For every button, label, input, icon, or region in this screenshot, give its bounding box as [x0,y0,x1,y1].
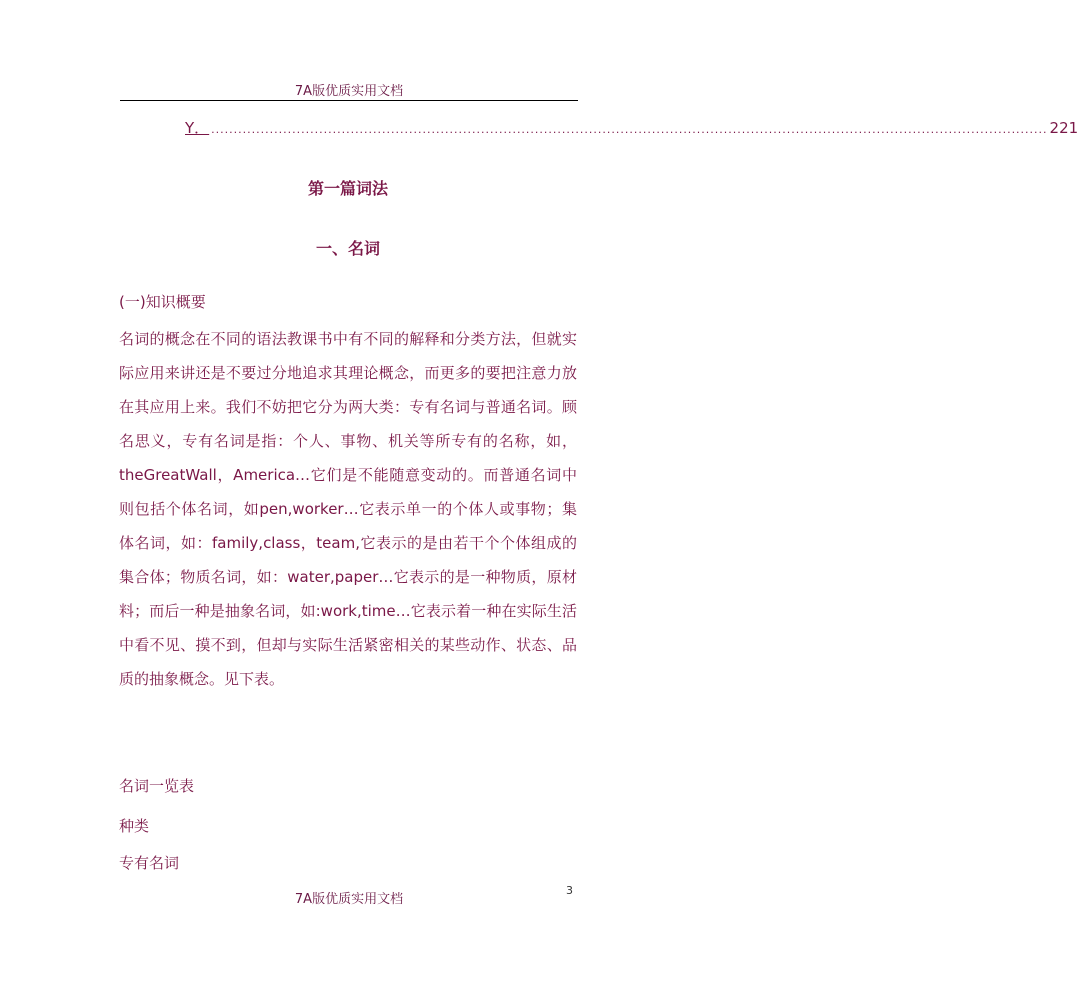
page-header: 7A版优质实用文档 [294,84,404,99]
table-title: 名词一览表 [119,777,195,795]
toc-leader-dots: .......................................................................................................................................................................................... [211,123,1048,136]
body-paragraph: 名词的概念在不同的语法教课书中有不同的解释和分类方法，但就实际应用来讲还是不要过分地追求其理论概念，而更多的要把注意力放在其应用上来。我们不妨把它分为两大类：专有名词与普通名词。顾名思义，专有名词是指：个人、事物、机关等所专有的名称，如，theGreatWall，America…它们是不能随意变动的。而普通名词中则包括个体名词，如pen,worker…它表示单一的个体人或事物；集体名词，如：family,class，team,它表示的是由若干个个体组成的集合体；物质名词，如：water,paper…它表示的是一种物质，原材料；而后一种是抽象名词，如:work,time…它表示着一种在实际生活中看不见、摸不到，但却与实际生活紧密相关的某些动作、状态、品质的抽象概念。见下表。 [119,330,577,688]
subsection-title: (一)知识概要 [119,293,206,311]
chapter-title: 第一篇词法 [307,179,388,198]
table-row-proper-noun: 专有名词 [119,854,180,872]
page-footer: 7A版优质实用文档 [294,892,404,907]
section-title: 一、名词 [315,239,380,258]
table-column-kind: 种类 [119,817,150,835]
header-divider [120,100,578,101]
toc-entry-label: Y． [185,119,210,137]
toc-page-number: 221 [1049,119,1078,137]
page-number: 3 [566,884,573,897]
toc-entry[interactable] [185,117,1078,137]
